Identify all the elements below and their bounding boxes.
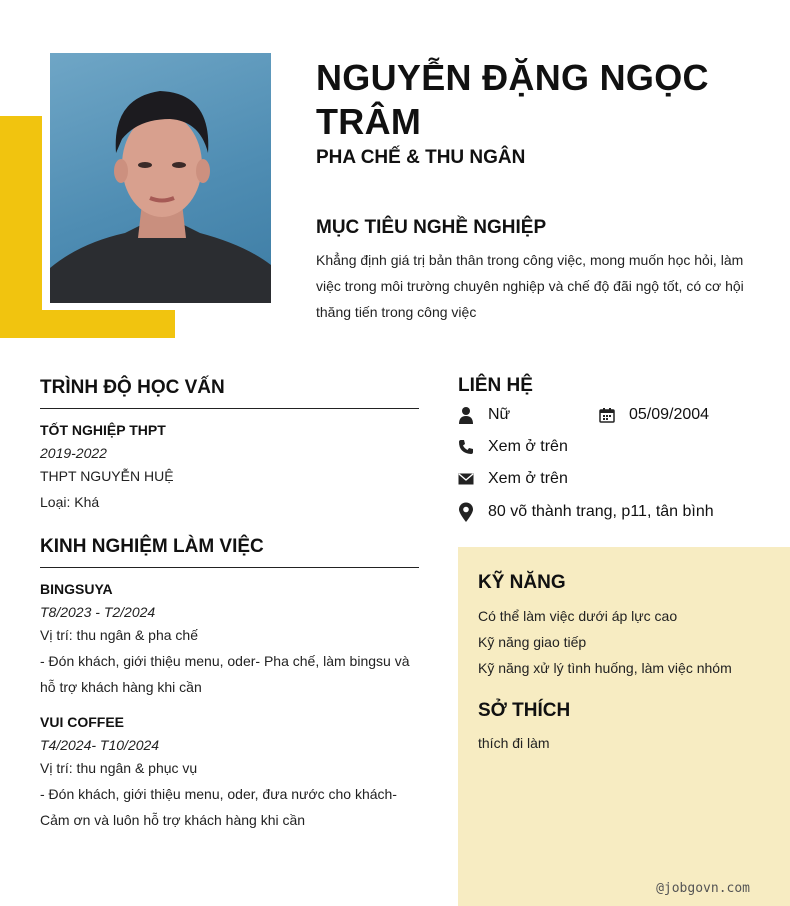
contact-phone bbox=[458, 438, 568, 456]
job-date: T8/2023 - T2/2024 bbox=[40, 604, 156, 620]
job-position: Vị trí: thu ngân & pha chế bbox=[40, 627, 198, 643]
skills-list bbox=[478, 603, 778, 681]
hobbies-text: thích đi làm bbox=[478, 735, 550, 751]
hobbies-heading: SỞ THÍCH bbox=[478, 700, 571, 721]
objective-text: Khẳng định giá trị bản thân trong công việc, mong muốn học hỏi, làm việc trong môi trường chuyên nghiệp và chế độ đãi ngộ tốt, có cơ hội thăng tiến trong công việc bbox=[316, 252, 744, 320]
job-company: VUI COFFEE bbox=[40, 714, 125, 730]
skills-panel bbox=[458, 547, 790, 906]
calendar-icon bbox=[599, 407, 629, 423]
candidate-name: NGUYỄN ĐẶNG NGỌC TRÂM bbox=[316, 57, 709, 142]
contact-gender bbox=[458, 406, 510, 424]
job-title: PHA CHẾ & THU NGÂN bbox=[316, 147, 526, 168]
education-title: TỐT NGHIỆP THPT bbox=[40, 422, 166, 438]
skill-item: Kỹ năng giao tiếp bbox=[478, 634, 587, 650]
education-entry bbox=[40, 420, 419, 515]
job-entry bbox=[40, 579, 425, 700]
email-value: Xem ở trên bbox=[488, 470, 568, 487]
mail-icon bbox=[458, 473, 488, 485]
experience-list bbox=[40, 579, 425, 845]
portrait-illustration bbox=[50, 53, 271, 303]
contact-email bbox=[458, 470, 568, 488]
contact-heading: LIÊN HỆ bbox=[458, 375, 533, 396]
birthday-value: 05/09/2004 bbox=[629, 406, 710, 423]
experience-heading: KINH NGHIỆM LÀM VIỆC bbox=[40, 536, 264, 557]
contact-birthday bbox=[599, 406, 709, 424]
education-heading: TRÌNH ĐỘ HỌC VẤN bbox=[40, 377, 225, 398]
job-position: Vị trí: thu ngân & phục vụ bbox=[40, 760, 198, 776]
watermark: @jobgovn.com bbox=[656, 881, 750, 896]
location-pin-icon bbox=[458, 502, 488, 522]
objective-heading: MỤC TIÊU NGHỀ NGHIỆP bbox=[316, 217, 547, 238]
accent-bar-vertical bbox=[0, 116, 42, 338]
address-value: 80 võ thành trang, p11, tân bình bbox=[488, 503, 714, 520]
education-grade: Loại: Khá bbox=[40, 494, 100, 510]
job-description: - Đón khách, giới thiệu menu, oder, đưa nước cho khách- Cảm ơn và luôn hỗ trợ khách hàng khi cần bbox=[40, 786, 397, 828]
contact-address bbox=[458, 502, 714, 522]
accent-bar-horizontal bbox=[0, 310, 175, 338]
person-icon bbox=[458, 406, 488, 424]
experience-divider bbox=[40, 567, 419, 568]
job-date: T4/2024- T10/2024 bbox=[40, 737, 160, 753]
phone-value: Xem ở trên bbox=[488, 438, 568, 455]
skill-item: Có thể làm việc dưới áp lực cao bbox=[478, 608, 678, 624]
profile-photo bbox=[50, 53, 271, 303]
phone-icon bbox=[458, 439, 488, 455]
gender-value: Nữ bbox=[488, 406, 511, 423]
job-company: BINGSUYA bbox=[40, 581, 113, 597]
job-description: - Đón khách, giới thiệu menu, oder- Pha chế, làm bingsu và hỗ trợ khách hàng khi cần bbox=[40, 653, 410, 695]
education-divider bbox=[40, 408, 419, 409]
job-entry bbox=[40, 712, 425, 833]
education-date: 2019-2022 bbox=[40, 445, 107, 461]
education-school: THPT NGUYỄN HUỆ bbox=[40, 468, 174, 484]
skills-heading: KỸ NĂNG bbox=[478, 572, 566, 593]
skill-item: Kỹ năng xử lý tình huống, làm việc nhóm bbox=[478, 660, 732, 676]
